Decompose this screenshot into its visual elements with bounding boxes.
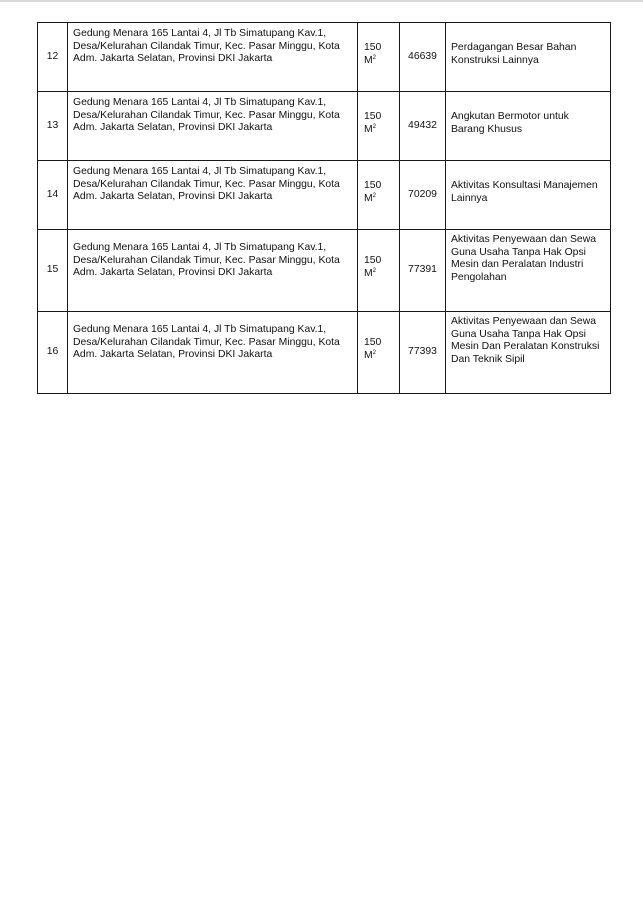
area-unit-exponent: 2 [372,267,376,274]
address-text: Gedung Menara 165 Lantai 4, Jl Tb Simatupang Kav.1, Desa/Kelurahan Cilandak Timur, Kec. Pasar Minggu, Kota Adm. Jakarta Selatan, Provinsi DKI Jakarta [73,166,340,203]
kbli-code: 70209 [400,161,446,230]
address-cell [68,312,358,394]
activity-text: Perdagangan Besar Bahan Konstruksi Lainnya [451,42,577,66]
table-row [38,161,611,230]
address-text: Gedung Menara 165 Lantai 4, Jl Tb Simatupang Kav.1, Desa/Kelurahan Cilandak Timur, Kec. Pasar Minggu, Kota Adm. Jakarta Selatan, Provinsi DKI Jakarta [73,97,340,134]
area-unit-exponent: 2 [372,192,376,199]
activity-cell [446,23,611,92]
area-unit: M [364,123,373,135]
row-number: 14 [38,161,68,230]
activity-cell [446,312,611,394]
row-number: 13 [38,92,68,161]
area-value: 150 [364,337,382,348]
activity-text: Aktivitas Penyewaan dan Sewa Guna Usaha Tanpa Hak Opsi Mesin dan Peralatan Industri Pengolahan [451,234,596,283]
table-row [38,23,611,92]
kbli-code: 49432 [400,92,446,161]
area-unit: M [364,349,373,361]
page-top-border [0,0,643,2]
activity-text: Aktivitas Konsultasi Manajemen Lainnya [451,180,598,204]
area-unit-exponent: 2 [372,123,376,130]
table-row [38,92,611,161]
area-cell [358,23,400,92]
business-location-table [37,22,611,394]
kbli-code: 77391 [400,230,446,312]
activity-cell [446,230,611,312]
address-cell [68,161,358,230]
row-number: 12 [38,23,68,92]
table-row [38,230,611,312]
address-text: Gedung Menara 165 Lantai 4, Jl Tb Simatupang Kav.1, Desa/Kelurahan Cilandak Timur, Kec. Pasar Minggu, Kota Adm. Jakarta Selatan, Provinsi DKI Jakarta [73,242,340,279]
area-value: 150 [364,255,382,266]
area-value: 150 [364,180,382,191]
area-value: 150 [364,111,382,122]
address-text: Gedung Menara 165 Lantai 4, Jl Tb Simatupang Kav.1, Desa/Kelurahan Cilandak Timur, Kec. Pasar Minggu, Kota Adm. Jakarta Selatan, Provinsi DKI Jakarta [73,28,340,65]
area-value: 150 [364,42,382,53]
area-unit-exponent: 2 [372,54,376,61]
activity-text: Aktivitas Penyewaan dan Sewa Guna Usaha Tanpa Hak Opsi Mesin Dan Peralatan Konstruksi Dan Teknik Sipil [451,316,600,365]
kbli-code: 77393 [400,312,446,394]
address-cell [68,23,358,92]
area-cell [358,230,400,312]
row-number: 16 [38,312,68,394]
row-number: 15 [38,230,68,312]
area-cell [358,92,400,161]
address-cell [68,92,358,161]
area-cell [358,161,400,230]
area-cell [358,312,400,394]
kbli-code: 46639 [400,23,446,92]
area-unit: M [364,267,373,279]
table-row [38,312,611,394]
address-text: Gedung Menara 165 Lantai 4, Jl Tb Simatupang Kav.1, Desa/Kelurahan Cilandak Timur, Kec. Pasar Minggu, Kota Adm. Jakarta Selatan, Provinsi DKI Jakarta [73,324,340,361]
area-unit: M [364,192,373,204]
address-cell [68,230,358,312]
activity-cell [446,161,611,230]
area-unit: M [364,54,373,66]
activity-cell [446,92,611,161]
area-unit-exponent: 2 [372,349,376,356]
activity-text: Angkutan Bermotor untuk Barang Khusus [451,111,569,135]
